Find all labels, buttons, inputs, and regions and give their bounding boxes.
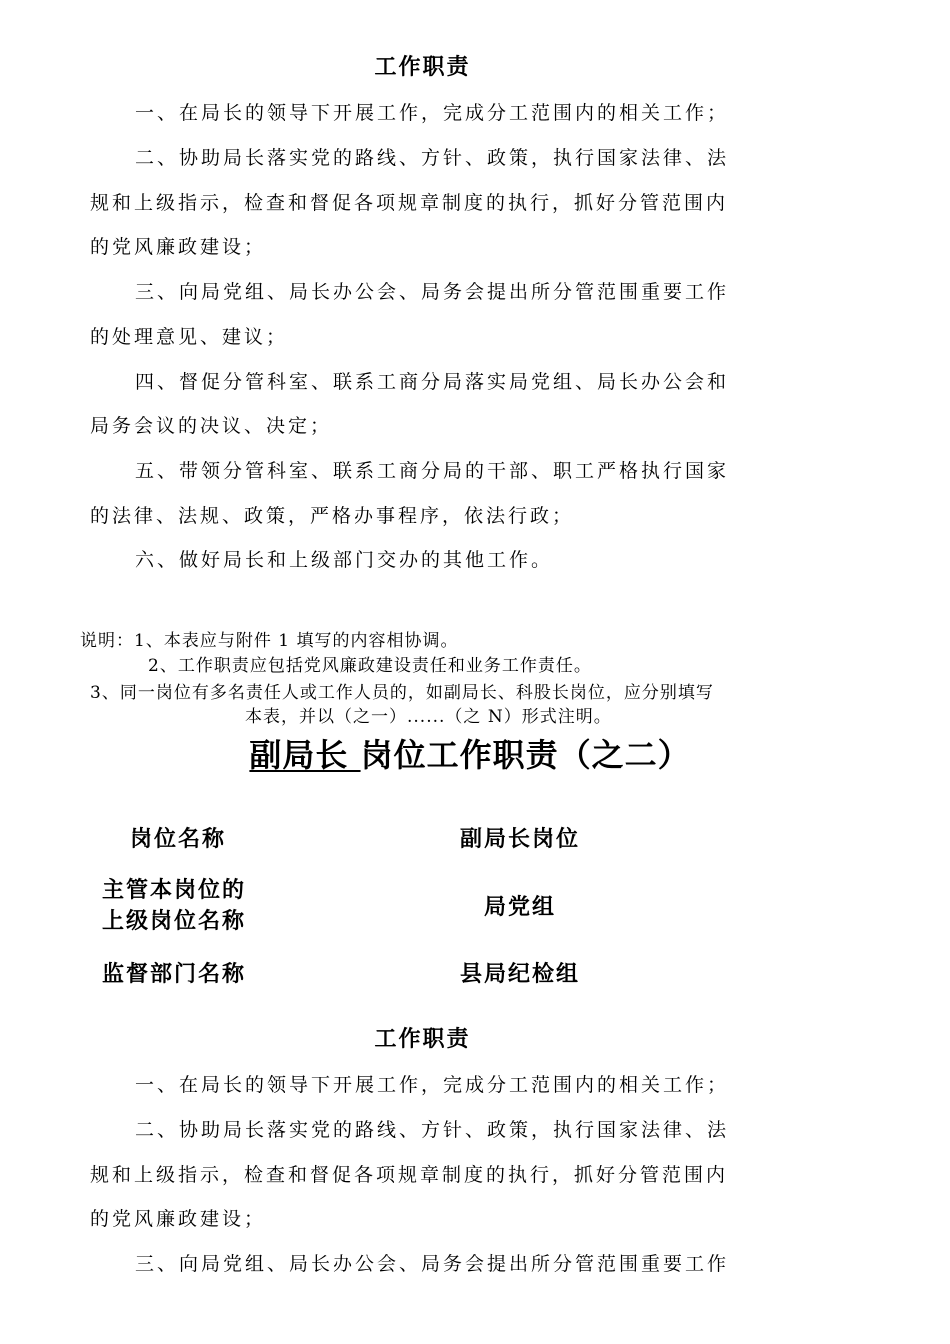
section2-line-5: 三、向局党组、局长办公会、局务会提出所分管范围重要工作 bbox=[135, 1253, 730, 1275]
section2-line-1: 一、在局长的领导下开展工作，完成分工范围内的相关工作； bbox=[135, 1074, 730, 1096]
section1-line-9: 五、带领分管科室、联系工商分局的干部、职工严格执行国家 bbox=[135, 460, 730, 482]
section1-line-3: 规和上级指示，检查和督促各项规章制度的执行，抓好分管范围内 bbox=[90, 192, 729, 214]
monitor-value: 县局纪检组 bbox=[459, 962, 580, 987]
supervisor-label-line-1: 主管本岗位的 bbox=[102, 878, 247, 903]
section1-line-7: 四、督促分管科室、联系工商分局落实局党组、局长办公会和 bbox=[135, 371, 730, 393]
section2-line-4: 的党风廉政建设； bbox=[90, 1208, 267, 1230]
section1-line-11: 六、做好局长和上级部门交办的其他工作。 bbox=[135, 549, 554, 571]
post-responsibility-heading bbox=[0, 730, 940, 776]
post-name-label: 岗位名称 bbox=[130, 827, 227, 852]
section2-title: 工作职责 bbox=[374, 1027, 471, 1052]
heading-post-name: 副局长 bbox=[249, 736, 361, 774]
section1-line-4: 的党风廉政建设； bbox=[90, 236, 267, 258]
note-line-4: 本表，并以（之一）......（之 N）形式注明。 bbox=[245, 707, 612, 727]
section2-line-3: 规和上级指示，检查和督促各项规章制度的执行，抓好分管范围内 bbox=[90, 1164, 729, 1186]
monitor-label: 监督部门名称 bbox=[102, 962, 247, 987]
section1-title: 工作职责 bbox=[374, 55, 471, 80]
supervisor-value: 局党组 bbox=[483, 895, 556, 920]
section1-line-2: 二、协助局长落实党的路线、方针、政策，执行国家法律、法 bbox=[135, 147, 730, 169]
heading-suffix: 岗位工作职责（之二） bbox=[360, 736, 691, 774]
section1-line-8: 局务会议的决议、决定； bbox=[90, 415, 333, 437]
post-name-value: 副局长岗位 bbox=[459, 827, 580, 852]
note-line-2: 2、工作职责应包括党风廉政建设责任和业务工作责任。 bbox=[148, 656, 592, 676]
supervisor-label-line-2: 上级岗位名称 bbox=[102, 909, 247, 934]
section1-line-6: 的处理意见、建议； bbox=[90, 326, 289, 348]
note-line-1: 说明：1、本表应与附件 1 填写的内容相协调。 bbox=[80, 631, 459, 651]
section2-line-2: 二、协助局长落实党的路线、方针、政策，执行国家法律、法 bbox=[135, 1119, 730, 1141]
section1-line-1: 一、在局长的领导下开展工作，完成分工范围内的相关工作； bbox=[135, 102, 730, 124]
section1-line-5: 三、向局党组、局长办公会、局务会提出所分管范围重要工作 bbox=[135, 281, 730, 303]
section1-line-10: 的法律、法规、政策，严格办事程序，依法行政； bbox=[90, 505, 575, 527]
note-line-3: 3、同一岗位有多名责任人或工作人员的，如副局长、科股长岗位，应分别填写 bbox=[90, 683, 714, 703]
